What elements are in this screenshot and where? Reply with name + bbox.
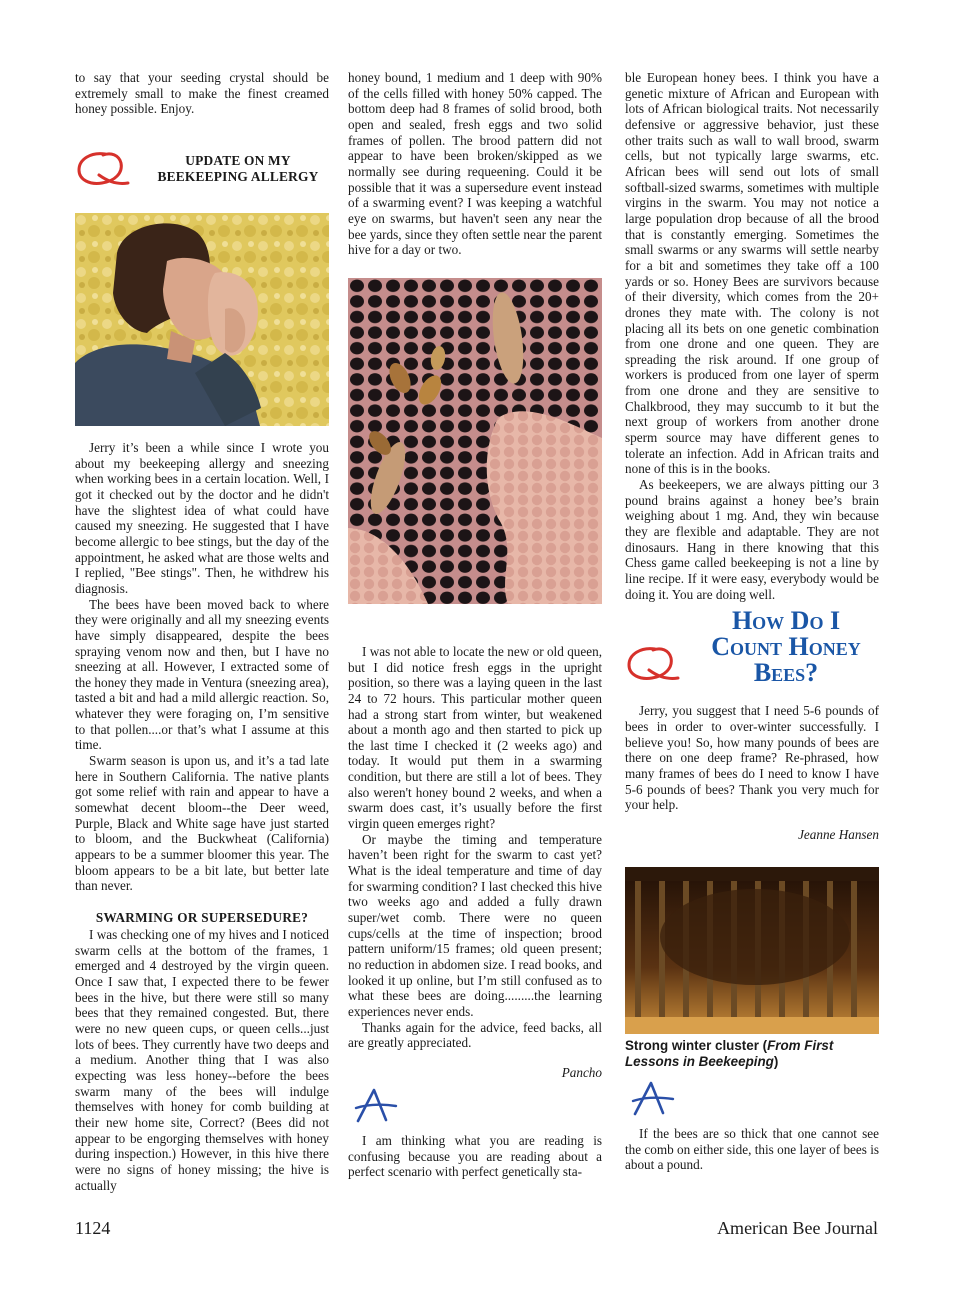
allergy-paragraph-3: Swarm season is upon us, and it’s a tad late here in Southern California. The native plants got some relief with rain and appear to have a somewhat decent bloom--the Deer weed, Purple, Black and White sage have just started to bloom, and the Buckwheat (California) appears to be a summer bloomer this year. The bloom appears to be a bit late, but better late than never. [75,753,329,894]
section-heading-swarming: SWARMING OR SUPERSEDURE? [95,910,309,925]
caption-source: From First Lessons in Beekeeping [625,1037,834,1069]
question-heading-allergy [75,147,329,209]
title-line-3: Bees? [753,658,819,688]
column-1 [75,70,329,1193]
answer-paragraph-2: As beekeepers, we are always pitting our 3 pound brains against a honey bee’s brain weighing about 1 mg. And, they win because they are flexible and adaptable. They are not dinosaurs. Hang in there knowing that this Chess game called beekeeping is not a line by line recipe. If it were easy, everybody would be doing it. You are doing well. [625,477,879,602]
question-paragraph-3: Thanks again for the advice, feed backs, all are greatly appreciated. [348,1019,602,1051]
journal-name: American Bee Journal [717,1218,878,1238]
count-question-paragraph: Jerry, you suggest that I need 5-6 pounds of bees in order to over-winter successfully. I believe you! So, how many pounds of bees are there on one deep frame? Re-phrased, how many frames of bees do I need to know I have 5-6 pounds of bees? Thank you very much for your help. [625,703,879,813]
allergy-paragraph-1: Jerry it’s been a while since I wrote you about my beekeeping allergy and sneezing when working bees in a certain location. Well, I got it checked out by the doctor and he didn't have the slightest idea of what could have caused my sneezing. He suggested that I have become allergic to bee stings, but the day of the appointment, he asked what are those welts and I replied, "Bee stings". Then, he withdrew his diagnosis. [75,439,329,596]
count-answer-paragraph: If the bees are so thick that one cannot see the comb on either side, this one layer of bees is about a pound. [625,1125,879,1173]
column-2 [348,70,602,1180]
winter-cluster-photo [625,867,879,1034]
count-bees-title [681,608,891,686]
a-mark-icon [354,1087,398,1123]
question-paragraph-1: I was not able to locate the new or old queen, but I did notice fresh eggs in the upright position, so there was a laying queen in the last 24 to 72 hours. This particular mother queen had a strong start from winter, but weakened about a month ago and then started to pick up the last time I checked it (2 weeks ago) and today. It would put them in a swarming condition, but there are still a lot of bees. They also weren't honey bound 2 weeks, and when a swarm does cast, it’s usually before the first virgin queen emerges right? [348,643,602,832]
photo-caption [625,1038,879,1070]
title-line-1: How Do I [731,606,841,636]
question-heading-count-bees [625,608,879,703]
question-paragraph-2: Or maybe the timing and temperature haven’t been right for the swarm to cast yet? What is the ideal temperature and time of day for swarming condition? I last checked this hive two weeks ago and added a fully drawn super/wet comb. There were no queen cups/cells at the time of inspection; brood pattern uniform/15 frames; old queen present; no reduction in abdomen size. I read books, and looked it up online, but I’m still confused as to what these bees are doing.........the learning experiences never ends. [348,831,602,1019]
intro-text: to say that your seeding crystal should be extremely small to make the finest creamed honey possible. Enjoy. [75,70,329,117]
page-number: 1124 [75,1218,111,1238]
q-mark-icon [75,149,131,189]
column-3 [625,70,879,1173]
caption-end: ) [773,1053,779,1069]
question-title: UPDATE ON MY BEEKEEPING ALLERGY [157,152,319,184]
swarm-paragraph: I was checking one of my hives and I noticed swarm cells at the bottom of the frames, 1 emerged and 4 destroyed by the virgin queen. Once I saw that, I expected there to be fewer bees in the hive, but there were still so many bees that they remained congested. But, there were no new queen cups, or queen cells...just lots of bees. They currently have two deeps and a medium. Another thing that I was also expecting was less honey--before the bees swarm many of the bees will indulge themselves with honey for comb building at their new home site, Correct? (Bees did not appear to be engorging themselves with honey during inspection.) However, in this hive there were no signs of honey missing; the hive is actually [75,927,329,1193]
queen-cells-comb-photo [348,278,602,604]
signature-jeanne-hansen: Jeanne Hansen [798,826,879,842]
caption-text: Strong winter cluster ( [625,1037,768,1053]
continued-paragraph: honey bound, 1 medium and 1 deep with 90% of the cells filled with honey 50% capped. The bottom deep had 8 frames of solid brood, both open and sealed, fresh eggs and two solid frames of pollen. The brood pattern did not appear to have been broken/skipped as we normally see during requeening. Could it be possible that it was a supersedure event instead of a swarming event? I was keeping a watchful eye on swarms, but haven't seen any near the bee yards, since they often settle near the parent hive for a day or two. [348,70,602,258]
title-line-2: Count Honey [711,632,861,662]
answer-paragraph-1: ble European honey bees. I think you have a genetic mixture of African and European with lots of African biological traits. Not necessarily defensive or aggressive behavior, just these other traits such as wall to wall brood, swarm cells, but not typically large swarms, etc. African bees will send out lots of small softball-sized swarms, sometimes with multiple virgins in the swarm. You may not notice a large population drop because of all the brood that is constantly emerging. Sometimes the small swarms or any swarms will settle nearby for a bit and sometimes they take off a 100 yards or so. Honey Bees are survivors because of their diversity, which comes from the 20+ drones they mate with. The colony is not placing all its bets on one genetic combination from one drone and one queen. They are spreading the risk around. If one group of workers is produced from one layer of sperm from one drone and they are sensitive to Chalkbrood, they may succumb to it but the next group of workers from another drone sperm source may have different genes to tolerate an infection. Add in African traits and none of this is in the books. [625,70,879,477]
q-mark-icon [625,644,681,684]
signature-pancho: Pancho [561,1064,602,1080]
sneezing-woman-photo [75,213,329,426]
a-mark-icon [631,1080,675,1116]
answer-start-paragraph: I am thinking what you are reading is confusing because you are reading about a perfect scenario with perfect genetically sta- [348,1132,602,1180]
allergy-paragraph-2: The bees have been moved back to where they were originally and all my sneezing events have simply disappeared, despite the bees spraying venom now and then, but I have no sneezing at all. However, I extracted some of the honey they made in Ventura (sneezing area), tasted a bit and had a mild allergic reaction. So, whatever they were foraging on, I’m sensitive to that pollen....or that’s what I assume at this time. [75,596,329,753]
